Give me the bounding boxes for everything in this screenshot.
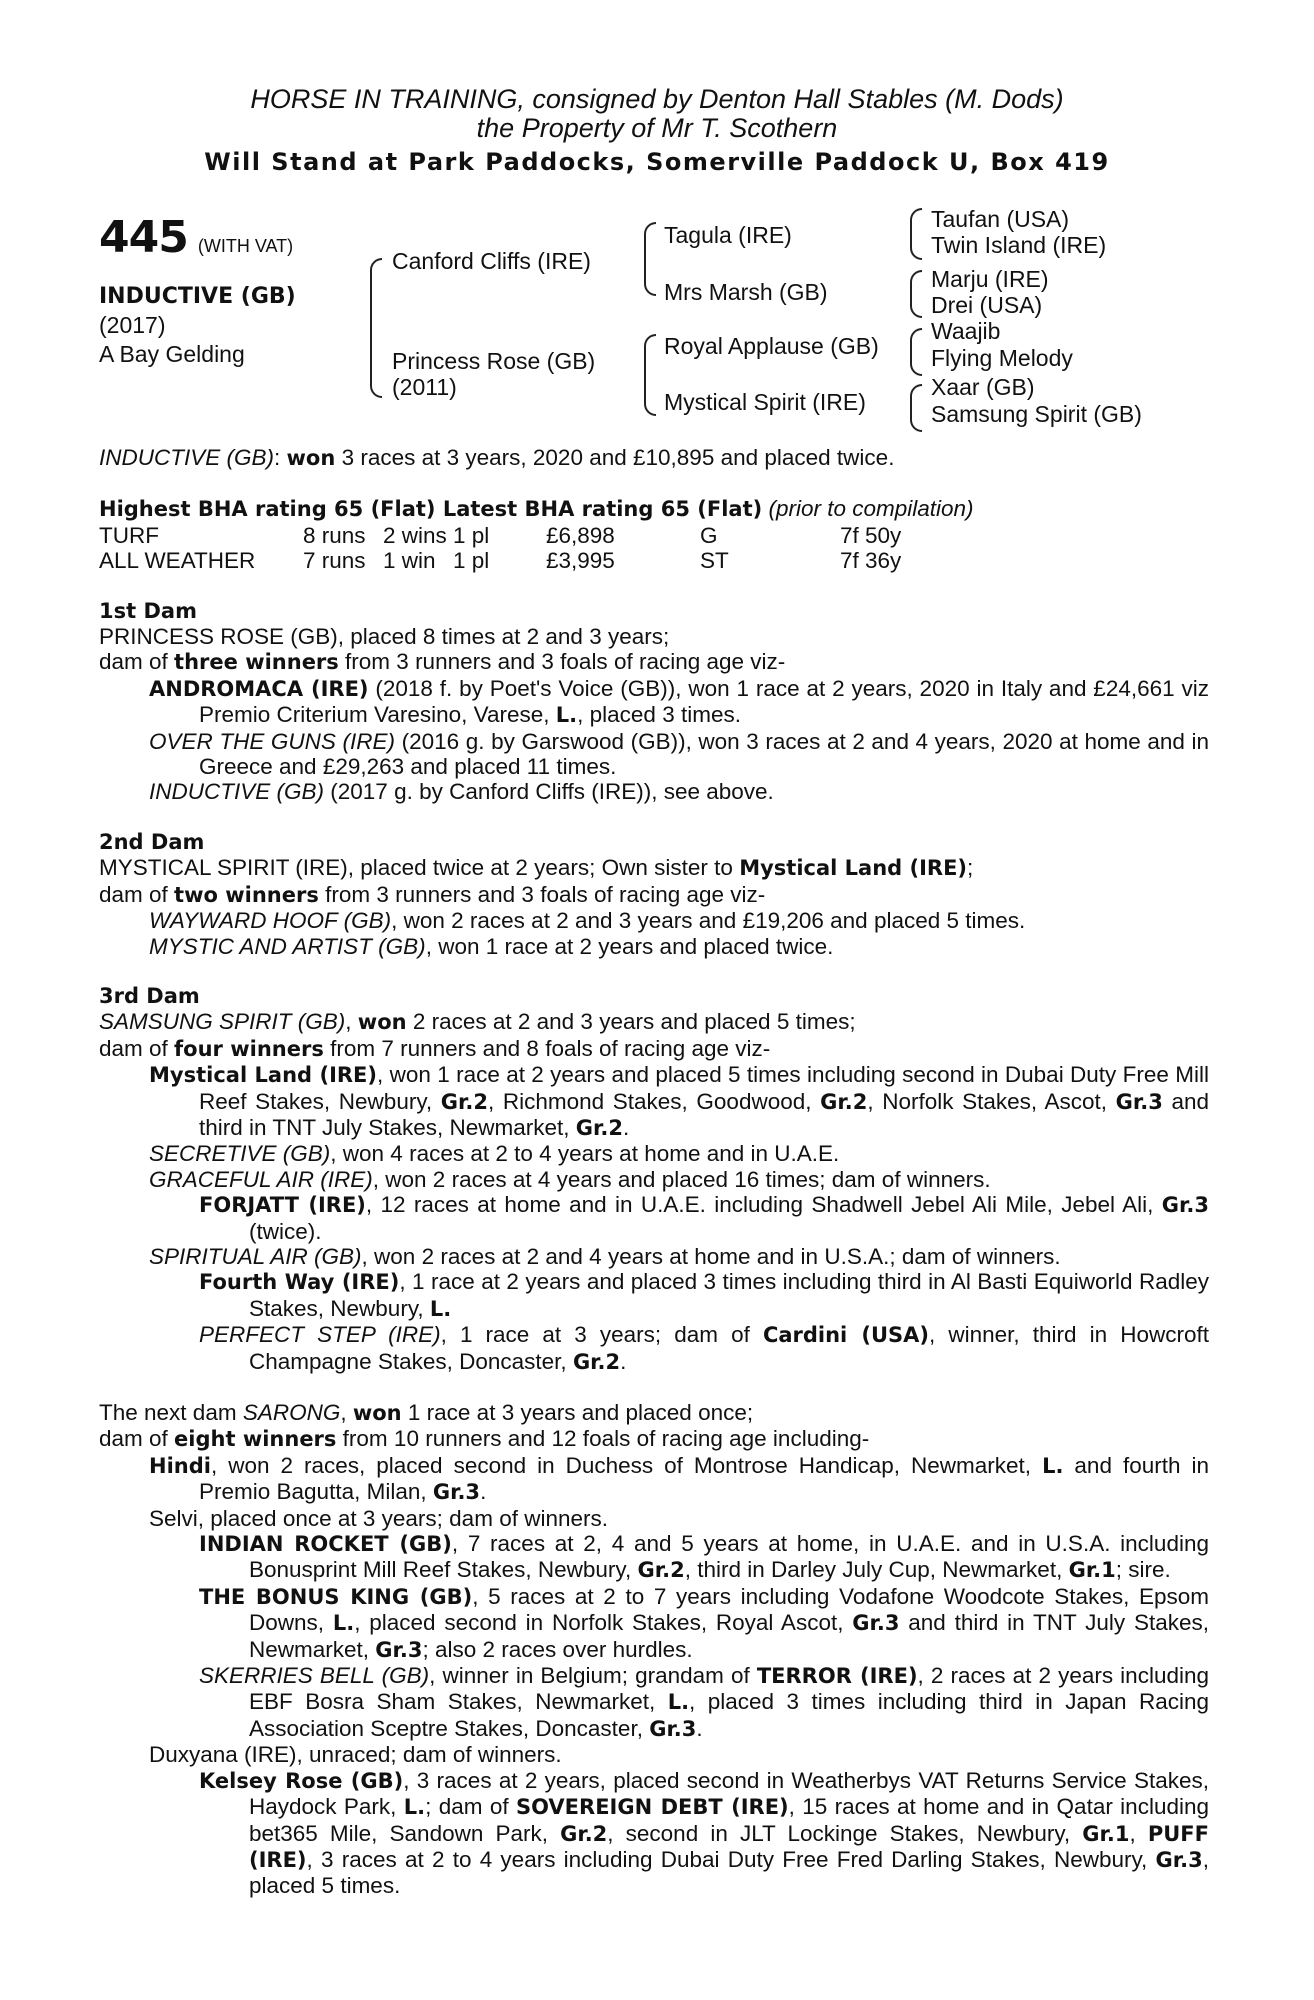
vat-label: (WITH VAT) — [197, 236, 294, 256]
third-dam-produce: dam of four winners from 7 runners and 8 foals of racing age viz- — [99, 1035, 771, 1061]
lot-number-value: 445 — [99, 212, 188, 263]
sire-dam: Mrs Marsh (GB) — [664, 279, 828, 305]
lot-number — [99, 212, 293, 263]
produce-entry: PERFECT STEP (IRE), 1 race at 3 years; dam of Cardini (USA), winner, third in Howcroft Champagne Stakes, Doncaster, Gr.2. — [199, 1322, 1209, 1374]
produce-entry: GRACEFUL AIR (IRE), won 2 races at 4 years and placed 16 times; dam of winners. — [149, 1166, 991, 1192]
first-dam-heading: 1st Dam — [99, 598, 197, 623]
race-summary: INDUCTIVE (GB): won 3 races at 3 years, 2020 and £10,895 and placed twice. — [99, 445, 895, 470]
next-dam-line: The next dam SARONG, won 1 race at 3 years and placed once; — [99, 1400, 754, 1425]
pedigree-brace — [644, 334, 656, 416]
pedigree-brace — [910, 384, 922, 432]
produce-entry: INDUCTIVE (GB) (2017 g. by Canford Cliffs (IRE)), see above. — [149, 779, 774, 805]
stand-line: Will Stand at Park Paddocks, Somerville Paddock U, Box 419 — [204, 148, 1110, 176]
consignor-line: HORSE IN TRAINING, consigned by Denton Hall Stables (M. Dods) — [250, 84, 1064, 114]
produce-entry: SKERRIES BELL (GB), winner in Belgium; grandam of TERROR (IRE), 2 races at 2 years including EBF Bosra Sham Stakes, Newmarket, L., placed 3 times including third in Japan Racing Association Sceptre Stakes, Doncaster, Gr.3. — [199, 1663, 1209, 1741]
sire-dam-dam: Drei (USA) — [931, 292, 1043, 318]
second-dam-heading: 2nd Dam — [99, 829, 205, 854]
dam-dam: Mystical Spirit (IRE) — [664, 389, 866, 415]
dam-sire: Royal Applause (GB) — [664, 333, 879, 359]
produce-entry: Hindi, won 2 races, placed second in Duchess of Montrose Handicap, Newmarket, L. and fourth in Premio Bagutta, Milan, Gr.3. — [149, 1452, 1210, 1505]
table-row: TURF 8 runs 2 wins 1 pl £6,898 G 7f 50y — [99, 522, 902, 548]
third-dam-heading: 3rd Dam — [99, 983, 200, 1008]
property-line: the Property of Mr T. Scothern — [476, 113, 838, 143]
sire-sire-dam: Twin Island (IRE) — [931, 232, 1107, 258]
dam-sire-dam: Flying Melody — [931, 345, 1073, 371]
produce-entry: Kelsey Rose (GB), 3 races at 2 years, placed second in Weatherbys VAT Returns Service Stakes, Haydock Park, L.; dam of SOVEREIGN DEBT (IRE), 15 races at home and in Qatar including bet365 Mile, Sandown Park, Gr.2, second in JLT Lockinge Stakes, Newbury, Gr.1, PUFF (IRE), 3 races at 2 to 4 years including Dubai Duty Free Fred Darling Stakes, Newbury, Gr.3, placed 5 times. — [199, 1767, 1210, 1899]
second-dam-produce: dam of two winners from 3 runners and 3 foals of racing age viz- — [99, 881, 766, 907]
first-dam-line: PRINCESS ROSE (GB), placed 8 times at 2 and 3 years; — [99, 624, 670, 650]
sire: Canford Cliffs (IRE) — [392, 248, 591, 274]
dam-dam-sire: Xaar (GB) — [931, 374, 1035, 400]
first-dam-produce: dam of three winners from 3 runners and 3 foals of racing age viz- — [99, 649, 786, 675]
pedigree-brace — [370, 258, 382, 398]
race-record-table — [99, 523, 901, 574]
pedigree-brace — [910, 270, 922, 318]
produce-entry: Mystical Land (IRE), won 1 race at 2 years and placed 5 times including second in Dubai Duty Free Mill Reef Stakes, Newbury, Gr.2, Richmond Stakes, Goodwood, Gr.2, Norfolk Stakes, Ascot, Gr.3 and third in TNT July Stakes, Newmarket, Gr.2. — [149, 1062, 1210, 1140]
second-dam-line: MYSTICAL SPIRIT (IRE), placed twice at 2 years; Own sister to Mystical Land (IRE); — [99, 855, 974, 881]
next-dam-produce: dam of eight winners from 10 runners and 12 foals of racing age including- — [99, 1426, 870, 1452]
dam-year: (2011) — [392, 374, 457, 400]
produce-entry: SECRETIVE (GB), won 4 races at 2 to 4 years at home and in U.A.E. — [149, 1141, 840, 1167]
horse-name: INDUCTIVE (GB) — [99, 284, 296, 309]
produce-entry: ANDROMACA (IRE) (2018 f. by Poet's Voice (GB)), won 1 race at 2 years, 2020 in Italy and £24,661 viz Premio Criterium Varesino, Varese, L., placed 3 times. — [149, 675, 1209, 728]
produce-entry: WAYWARD HOOF (GB), won 2 races at 2 and 3 years and £19,206 and placed 5 times. — [149, 908, 1026, 934]
pedigree-brace — [910, 208, 922, 260]
produce-entry: Fourth Way (IRE), 1 race at 2 years and placed 3 times including third in Al Basti Equiworld Radley Stakes, Newbury, L. — [199, 1269, 1210, 1321]
produce-entry: Duxyana (IRE), unraced; dam of winners. — [149, 1742, 562, 1768]
produce-entry: MYSTIC AND ARTIST (GB), won 1 race at 2 years and placed twice. — [149, 933, 834, 959]
produce-entry: INDIAN ROCKET (GB), 7 races at 2, 4 and 5 years at home, in U.A.E. and in U.S.A. including Bonusprint Mill Reef Stakes, Newbury, Gr.2, third in Darley July Cup, Newmarket, Gr.1; sire. — [199, 1531, 1209, 1583]
produce-entry: SPIRITUAL AIR (GB), won 2 races at 2 and 4 years at home and in U.S.A.; dam of winners. — [149, 1243, 1061, 1269]
produce-entry: FORJATT (IRE), 12 races at home and in U.A.E. including Shadwell Jebel Ali Mile, Jebel Ali, Gr.3 (twice). — [199, 1192, 1209, 1244]
sire-dam-sire: Marju (IRE) — [931, 266, 1049, 292]
dam-dam-dam: Samsung Spirit (GB) — [931, 401, 1142, 427]
produce-entry: Selvi, placed once at 3 years; dam of winners. — [149, 1505, 608, 1531]
bha-rating: Highest BHA rating 65 (Flat) Latest BHA rating 65 (Flat) (prior to compilation) — [99, 496, 974, 522]
catalogue-body — [99, 445, 1209, 1899]
sire-sire-sire: Taufan (USA) — [931, 206, 1070, 232]
dam-sire-sire: Waajib — [931, 318, 1001, 344]
third-dam-line: SAMSUNG SPIRIT (GB), won 2 races at 2 and 3 years and placed 5 times; — [99, 1009, 856, 1035]
sire-sire: Tagula (IRE) — [664, 222, 792, 248]
table-row: ALL WEATHER 7 runs 1 win 1 pl £3,995 ST 7f 36y — [99, 548, 902, 574]
produce-entry: THE BONUS KING (GB), 5 races at 2 to 7 years including Vodafone Woodcote Stakes, Epsom Downs, L., placed second in Norfolk Stakes, Royal Ascot, Gr.3 and third in TNT July Stakes, Newmarket, Gr.3; also 2 races over hurdles. — [199, 1583, 1209, 1662]
dam: Princess Rose (GB) — [392, 348, 596, 374]
horse-identity — [99, 282, 296, 369]
pedigree-brace — [910, 328, 922, 376]
pedigree-brace — [644, 222, 656, 296]
horse-year: (2017) — [99, 312, 166, 338]
produce-entry: OVER THE GUNS (IRE) (2016 g. by Garswood (GB)), won 3 races at 2 and 4 years, 2020 at home and in Greece and £29,263 and placed 11 times. — [149, 728, 1209, 780]
horse-description: A Bay Gelding — [99, 341, 245, 367]
